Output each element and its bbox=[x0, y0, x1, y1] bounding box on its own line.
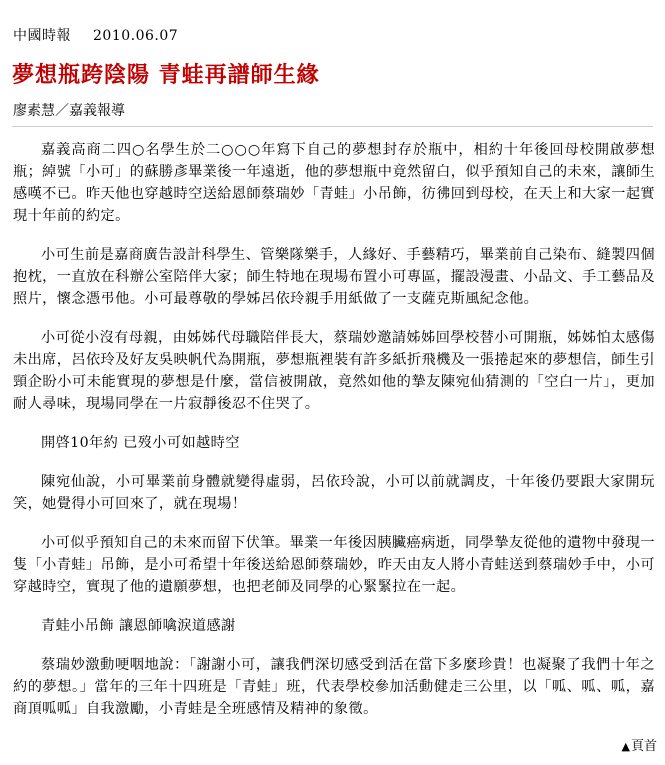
article-meta bbox=[13, 25, 178, 45]
paragraph: 小可似乎預知自己的未來而留下伏筆。畢業一年後因胰臟癌病逝，同學摯友從他的遺物中發現一隻「小青蛙」吊飾，是小可希望十年後送給恩師蔡瑞妙，昨天由友人將小青蛙送到蔡瑞妙手中，小可穿越時空，實現了他的遺願夢想，也把老師及同學的心緊緊拉在一起。 bbox=[13, 535, 655, 595]
paragraph: 小可從小沒有母親，由姊姊代母職陪伴長大，蔡瑞妙邀請姊姊回學校替小可開瓶，姊姊怕太感傷未出席，呂依玲及好友吳映帆代為開瓶，夢想瓶裡裝有許多紙折飛機及一張捲起來的夢想信，師生引頸企盼小可未能實現的夢想是什麼，當信被開啟，竟然如他的摯友陳宛仙猜測的「空白一片」，更加耐人尋味，現場同學在一片寂靜後忍不住哭了。 bbox=[13, 330, 655, 412]
paragraph: 嘉義高商二四○名學生於二○○○年寫下自己的夢想封存於瓶中，相約十年後回母校開啟夢想瓶；綽號「小可」的蘇勝彥畢業後一年遠逝，他的夢想瓶中竟然留白，似乎預知自己的未來，讓師生感嘆不已。昨天他也穿越時空送給恩師蔡瑞妙「青蛙」小吊飾，彷彿回到母校，在天上和大家一起實現十年前的約定。 bbox=[13, 142, 655, 224]
publish-date: 2010.06.07 bbox=[93, 28, 179, 44]
article-body bbox=[13, 139, 655, 737]
byline: 廖素慧／嘉義報導 bbox=[13, 103, 125, 119]
paragraph: 蔡瑞妙激動哽咽地說：「謝謝小可，讓我們深切感受到活在當下多麼珍貴！也凝聚了我們十年之約的夢想。」當年的三年十四班是「青蛙」班，代表學校參加活動健走三公里，以「呱、呱、呱，嘉商頂呱呱」自我激勵，小青蛙是全班感情及精神的象徵。 bbox=[13, 657, 655, 717]
paragraph: 小可生前是嘉商廣告設計科學生、管樂隊樂手，人緣好、手藝精巧，畢業前自己染布、縫製四個抱枕，一直放在科辦公室陪伴大家；師生特地在現場布置小可專區，擺設漫畫、小品文、手工藝品及照片，懷念憑弔他。小可最尊敬的學姊呂依玲親手用紙做了一支薩克斯風紀念他。 bbox=[13, 247, 655, 307]
divider bbox=[12, 126, 653, 127]
back-to-top-label: 頁首 bbox=[630, 739, 657, 754]
headline: 夢想瓶跨陰陽 青蛙再譜師生緣 bbox=[12, 62, 320, 88]
paragraph: 陳宛仙說，小可畢業前身體就變得虛弱，呂依玲說，小可以前就調皮，十年後仍要跟大家開玩笑，她覺得小可回來了，就在現場！ bbox=[13, 474, 655, 512]
back-to-top-link[interactable] bbox=[622, 735, 657, 754]
subheading: 開啓10年約 已歿小可如越時空 bbox=[41, 435, 240, 451]
source-name: 中國時報 bbox=[13, 28, 71, 44]
subheading: 青蛙小吊飾 讓恩師噙淚道感謝 bbox=[41, 618, 236, 634]
up-triangle-icon: ▲ bbox=[621, 740, 630, 753]
